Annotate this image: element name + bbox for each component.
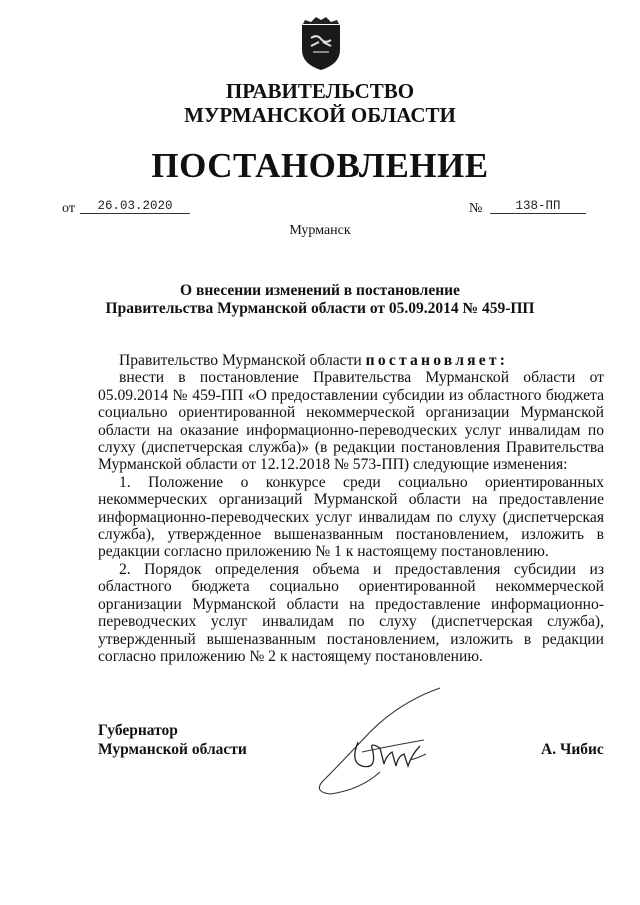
city-name: Мурманск bbox=[289, 223, 351, 238]
subject-line2: Правительства Мурманской области от 05.09.2014 № 459-ПП bbox=[105, 300, 535, 317]
number-prefix: № bbox=[469, 201, 483, 216]
intro-paragraph bbox=[98, 352, 604, 369]
intro-spaced-word: постановляет: bbox=[365, 352, 509, 369]
coat-of-arms-emblem bbox=[297, 10, 345, 72]
signatory-name: А. Чибис bbox=[541, 741, 604, 758]
intro-lead: Правительство Мурманской области bbox=[119, 352, 362, 369]
decree-body bbox=[98, 352, 604, 665]
handwritten-signature bbox=[300, 682, 450, 812]
decree-date: 26.03.2020 bbox=[80, 199, 190, 214]
subject-line1: О внесении изменений в постановление bbox=[180, 282, 460, 299]
body-paragraph-main: внести в постановление Правительства Мурманской области от 05.09.2014 № 459-ПП «О предоставлении субсидии из областного бюджета социально ориентированной некоммерческой организации Мурманской области на оказание информационно-переводческих услуг инвалидам по слуху (диспетчерская служба)» (в редакции постановления Правительства Мурманской области от 12.12.2018 № 573-ПП) следующие изменения: bbox=[98, 369, 604, 474]
signatory-title-line1: Губернатор bbox=[98, 722, 178, 739]
signatory-title-line2: Мурманской области bbox=[98, 741, 247, 758]
body-item-1: 1. Положение о конкурсе среди социально ориентированных некоммерческих организаций Мурманской области на предоставление информационно-переводческих услуг инвалидам по слуху (диспетчерская служба), утвержденное вышеназванным постановлением, изложить в редакции согласно приложению № 1 к настоящему постановлению. bbox=[98, 473, 604, 561]
date-prefix: от bbox=[62, 201, 75, 216]
government-title-line2: МУРМАНСКОЙ ОБЛАСТИ bbox=[184, 103, 456, 127]
body-item-2: 2. Порядок определения объема и предоставления субсидии из областного бюджета социально ориентированной некоммерческой организации Мурманской области на предоставление информационно-переводческих услуг инвалидам по слуху (диспетчерская служба), утвержденный вышеназванным постановлением, изложить в редакции согласно приложению № 2 к настоящему постановлению. bbox=[98, 560, 604, 665]
document-type-title: ПОСТАНОВЛЕНИЕ bbox=[151, 146, 489, 185]
decree-number: 138-ПП bbox=[490, 199, 586, 214]
government-title-line1: ПРАВИТЕЛЬСТВО bbox=[225, 79, 415, 103]
